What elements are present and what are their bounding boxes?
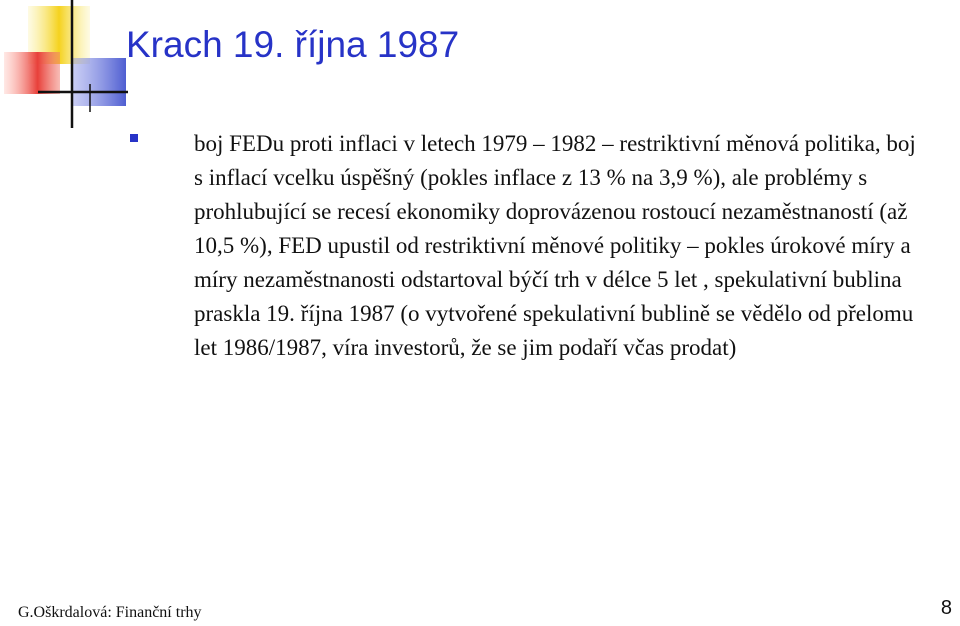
bullet-text: boj FEDu proti inflaci v letech 1979 – 1982 – restriktivní měnová politika, boj s inflací vcelku úspěšný (pokles inflace z 13 % na 3,9 %), ale problémy s prohlubující se recesí ekonomiky doprovázenou rostoucí nezaměstnaností (až 10,5 %), FED upustil od restriktivní měnové politiky – pokles úrokové míry a míry nezaměstnanosti odstartoval býčí trh v délce 5 let , spekulativní bublina praskla 19. října 1987 (o vytvořené spekulativní bublině se vědělo od přelomu let 1986/1987, víra investorů, že se jim podaří včas prodat): [194, 131, 916, 360]
corner-decoration-graphic: [0, 0, 130, 130]
decor-blue-rect: [72, 58, 126, 106]
page-number: 8: [940, 597, 952, 619]
bullet-list: [130, 127, 930, 365]
decor-red-rect: [4, 52, 60, 94]
slide-title: Krach 19. října 1987: [126, 24, 460, 65]
footer-author: G.Oškrdalová: Finanční trhy: [18, 604, 202, 621]
square-bullet-icon: [130, 134, 138, 142]
